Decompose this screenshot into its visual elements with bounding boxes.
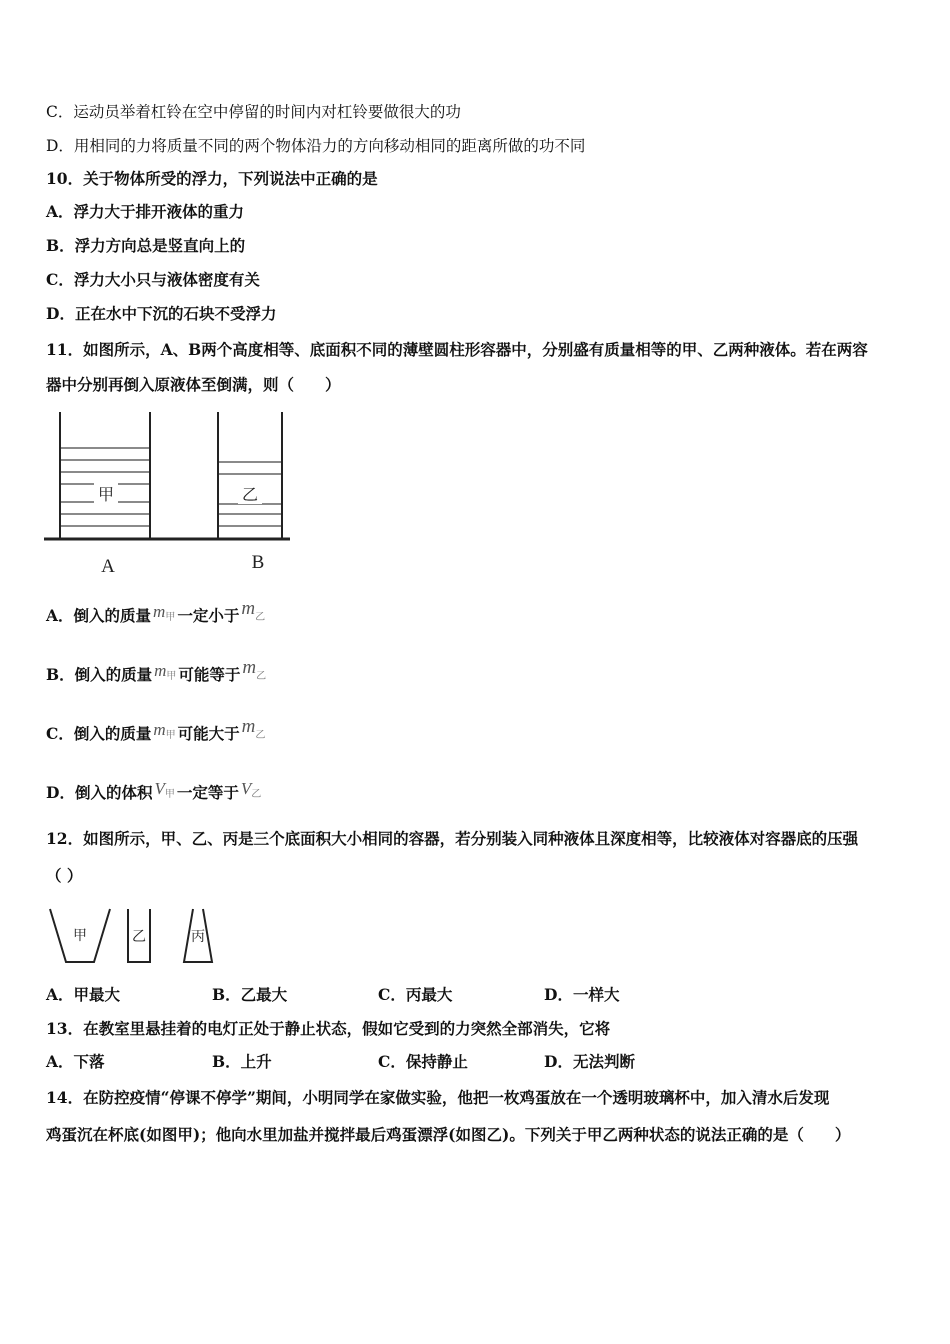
subscript-jia: 甲: [165, 730, 176, 741]
q11-option-b: [46, 657, 268, 688]
q11-c-relation: 可能大于: [177, 724, 240, 743]
mass-symbol: m: [242, 657, 257, 678]
mass-symbol: m: [154, 661, 167, 680]
subscript-yi: 乙: [251, 789, 262, 800]
q13-option-a: A．下落: [46, 1052, 105, 1071]
q13-option-c: C．保持静止: [378, 1052, 468, 1071]
q13-option-d: D．无法判断: [544, 1052, 635, 1071]
q9-option-d: D．用相同的力将质量不同的两个物体沿力的方向移动相同的距离所做的功不同: [46, 137, 586, 155]
q11-option-a: [46, 598, 267, 629]
q12-option-b: B．乙最大: [212, 985, 288, 1004]
subscript-jia: 甲: [166, 671, 177, 682]
container-label-bing: 丙: [191, 929, 205, 945]
volume-symbol: V: [240, 779, 252, 798]
q14-stem-line2: 鸡蛋沉在杯底(如图甲)；他向水里加盐并搅拌最后鸡蛋漂浮(如图乙)。下列关于甲乙两种状态的说法正确的是（ ）: [46, 1125, 851, 1144]
q12-option-d: D．一样大: [544, 985, 620, 1004]
container-label-yi: 乙: [132, 929, 146, 945]
q11-a-relation: 一定小于: [177, 606, 240, 625]
q13-stem: 13．在教室里悬挂着的电灯正处于静止状态，假如它受到的力突然全部消失，它将: [46, 1019, 611, 1038]
mass-symbol: m: [153, 602, 166, 621]
q13-options: [46, 1052, 710, 1072]
q12-stem-line1: 12．如图所示，甲、乙、丙是三个底面积大小相同的容器，若分别装入同种液体且深度相等，比较液体对容器底的压强: [46, 829, 859, 848]
q10-stem: 10．关于物体所受的浮力，下列说法中正确的是: [46, 169, 378, 188]
q11-figure: [44, 410, 294, 580]
q10-option-a: A．浮力大于排开液体的重力: [46, 202, 245, 221]
q11-d-text: D．倒入的体积: [46, 783, 153, 802]
q11-stem-line1: 11．如图所示，A、B两个高度相等、底面积不同的薄壁圆柱形容器中，分别盛有质量相等的甲、乙两种液体。若在两容: [46, 340, 868, 359]
q11-stem-line2: 器中分别再倒入原液体至倒满，则（ ）: [46, 375, 341, 394]
q10-option-b: B．浮力方向总是竖直向上的: [46, 236, 246, 255]
q12-option-a: A．甲最大: [46, 985, 121, 1004]
q9-option-c: C．运动员举着杠铃在空中停留的时间内对杠铃要做很大的功: [46, 103, 461, 121]
q12-figure: [48, 906, 223, 968]
q11-option-c: [46, 716, 267, 747]
mass-symbol: m: [241, 598, 256, 619]
volume-symbol: V: [154, 779, 165, 798]
subscript-yi: 乙: [256, 671, 267, 682]
container-label-b: B: [251, 552, 265, 573]
q11-option-d: [46, 779, 263, 806]
mass-symbol: m: [241, 716, 256, 737]
q11-c-text: C．倒入的质量: [46, 724, 152, 743]
container-label-jia: 甲: [73, 928, 87, 944]
q10-option-d: D．正在水中下沉的石块不受浮力: [46, 304, 277, 323]
q11-b-relation: 可能等于: [178, 665, 241, 684]
q14-stem-line1: 14．在防控疫情“停课不停学”期间，小明同学在家做实验，他把一枚鸡蛋放在一个透明玻璃杯中，加入清水后发现: [46, 1088, 830, 1107]
q11-d-relation: 一定等于: [176, 783, 239, 802]
q12-stem-line2: （ ）: [46, 866, 83, 885]
q12-options: [46, 985, 710, 1005]
subscript-yi: 乙: [255, 730, 266, 741]
subscript-jia: 甲: [165, 612, 176, 623]
subscript-yi: 乙: [255, 612, 266, 623]
liquid-label-yi: 乙: [241, 485, 259, 504]
q10-option-c: C．浮力大小只与液体密度有关: [46, 270, 260, 289]
q11-b-text: B．倒入的质量: [46, 665, 153, 684]
q13-option-b: B．上升: [212, 1052, 272, 1071]
liquid-label-jia: 甲: [97, 485, 115, 504]
q12-option-c: C．丙最大: [378, 985, 453, 1004]
mass-symbol: m: [153, 720, 166, 739]
q11-a-text: A．倒入的质量: [46, 606, 152, 625]
subscript-jia: 甲: [164, 789, 175, 800]
container-label-a: A: [101, 556, 115, 577]
